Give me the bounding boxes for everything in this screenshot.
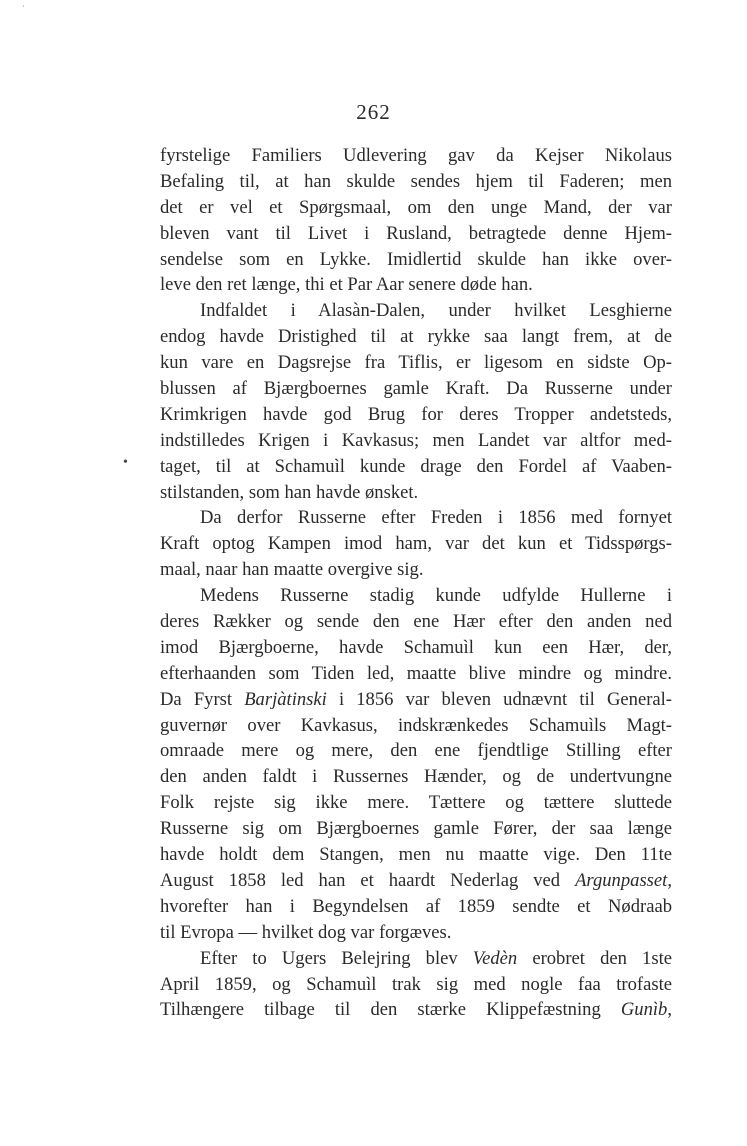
text-line: Befaling til, at han skulde sendes hjem til Faderen; men [160,170,672,192]
text-line: blussen af Bjærgboernes gamle Kraft. Da Russerne under [160,378,672,400]
text-line: August 1858 led han et haardt Nederlag ved Argunpasset, [160,869,672,891]
text-line: Folk rejste sig ikke mere. Tættere og tættere sluttede [160,792,672,814]
body-text [160,143,672,1023]
text-line: imod Bjærgboerne, havde Schamuìl kun een Hær, der, [160,636,672,658]
text-line: Russerne sig om Bjærgboernes gamle Fører, der saa længe [160,818,672,840]
text-line: maal, naar han maatte overgive sig. [160,559,424,581]
text-line: endog havde Dristighed til at rykke saa langt frem, at de [160,326,672,348]
italic-name: Vedèn [472,947,518,969]
text-line: til Evropa — hvilket dog var forgæves. [160,921,452,943]
text-line: sendelse som en Lykke. Imidlertid skulde han ikke over- [160,248,672,270]
text-line: taget, til at Schamuìl kunde drage den Fordel af Vaaben- [160,455,672,477]
text-line: hvorefter han i Begyndelsen af 1859 sendte et Nødraab [160,895,672,917]
italic-name: Barjàtinski [244,688,327,710]
text-line: Tilhængere tilbage til den stærke Klippefæstning Gunìb, [160,999,672,1021]
text-line: Da derfor Russerne efter Freden i 1856 med fornyet [200,507,672,529]
text-line: det er vel et Spørgsmaal, om den unge Mand, der var [160,196,672,218]
text-line: Da Fyrst Barjàtinski i 1856 var bleven udnævnt til General- [160,688,672,710]
text-line: Indfaldet i Alasàn-Dalen, under hvilket Lesghierne [200,300,672,322]
text-line: Efter to Ugers Belejring blev Vedèn erobret den 1ste [200,947,672,969]
text-line: stilstanden, som han havde ønsket. [160,481,419,503]
scan-speck: · [22,2,25,11]
italic-name: Argunpasset [575,869,668,891]
text-line: April 1859, og Schamuìl trak sig med nogle faa trofaste [160,973,672,995]
italic-name: Gunìb [620,999,668,1021]
text-line: indstilledes Krigen i Kavkasus; men Landet var altfor med- [160,429,672,451]
text-line: deres Rækker og sende den ene Hær efter den anden ned [160,611,672,633]
text-line: bleven vant til Livet i Rusland, betragtede denne Hjem- [160,222,672,244]
text-line: Kraft optog Kampen imod ham, var det kun et Tidsspørgs- [160,533,672,555]
text-line: efterhaanden som Tiden led, maatte blive mindre og mindre. [160,662,672,684]
text-line: guvernør over Kavkasus, indskrænkedes Schamuìls Magt- [160,714,672,736]
text-line: Krimkrigen havde god Brug for deres Tropper andetsteds, [160,403,672,425]
text-line: leve den ret længe, thi et Par Aar senere døde han. [160,274,533,296]
text-line: fyrstelige Familiers Udlevering gav da Kejser Nikolaus [160,145,672,166]
text-line: Medens Russerne stadig kunde udfylde Hullerne i [200,585,672,607]
text-line: kun vare en Dagsrejse fra Tiflis, er ligesom en sidste Op- [160,352,672,374]
page-number: 262 [356,100,391,124]
margin-mark: • [123,455,128,470]
text-line: den anden faldt i Russernes Hænder, og de undertvungne [160,766,672,788]
text-line: omraade mere og mere, den ene fjendtlige Stilling efter [160,740,672,762]
text-line: havde holdt dem Stangen, men nu maatte vige. Den 11te [160,844,672,866]
